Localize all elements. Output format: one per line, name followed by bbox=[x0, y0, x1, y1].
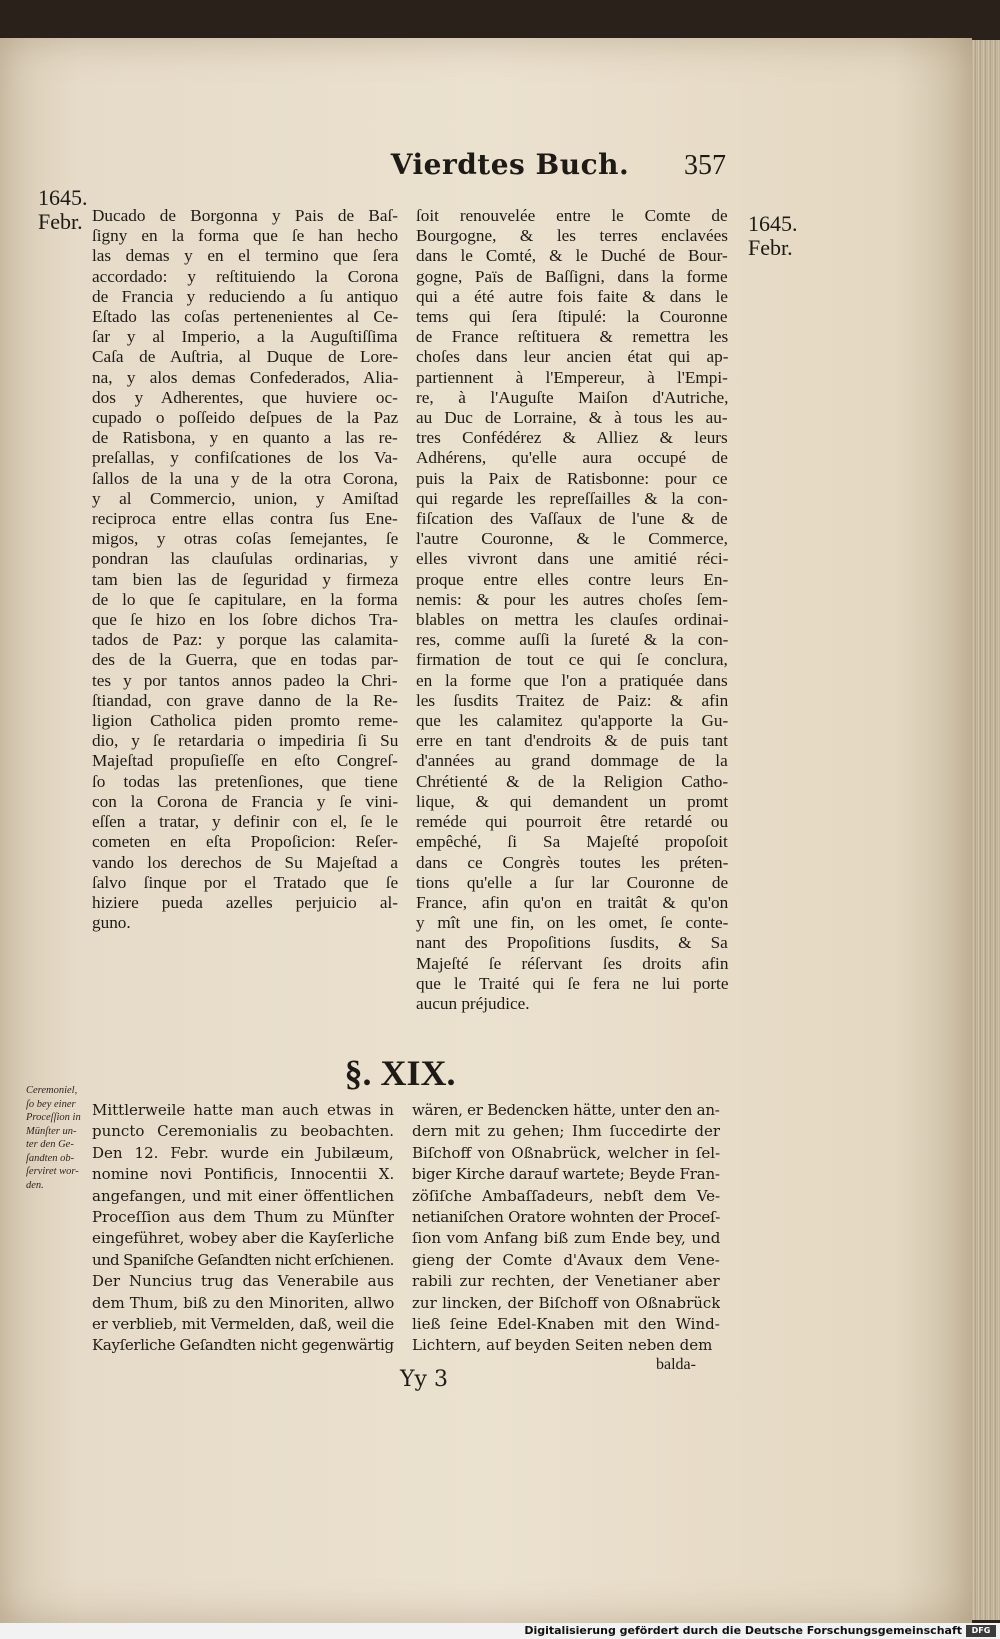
french-text-line: res, comme auſſi la ſureté & la con- bbox=[416, 630, 729, 650]
german-text-line: Lichtern, auf beyden Seiten neben dem bbox=[412, 1336, 713, 1355]
spanish-text-line: preſallas, y confiſcationes de los Va- bbox=[92, 448, 398, 468]
french-text-line: partiennent à l'Empereur, à l'Empi- bbox=[416, 367, 728, 387]
french-text-line: les ſusdits Traitez de Paiz: & afin bbox=[416, 690, 729, 710]
french-text-line: re, à l'Auguſte Maiſon d'Autriche, bbox=[416, 387, 729, 407]
marginal-note-line: ſo bey einer bbox=[26, 1098, 76, 1110]
signature-mark: Yy 3 bbox=[400, 1367, 448, 1392]
german-text-line: ließ ſeine Edel-Knaben mit den Wind- bbox=[412, 1315, 720, 1334]
spanish-text-line: de Francia y reduciendo a ſu antiquo bbox=[92, 286, 399, 306]
french-text-column bbox=[416, 206, 728, 1014]
french-text-line: Majeſté ſe réſervant ſes droits afin bbox=[416, 953, 729, 973]
marginal-note-line: ſerviret wor- bbox=[26, 1166, 79, 1177]
german-text-line: zöſiſche Ambaſſadeurs, nebſt dem Ve- bbox=[412, 1186, 720, 1205]
french-text-line: Chrétienté & de la Religion Catho- bbox=[416, 771, 729, 791]
page-edge-stack bbox=[972, 40, 1000, 1620]
spanish-text-line: con la Corona de Francia y ſe vini- bbox=[92, 791, 399, 811]
section-heading: §. XIX. bbox=[344, 1053, 456, 1093]
french-text-line: dans le Comté, & le Duché de Bour- bbox=[416, 246, 728, 266]
german-text-line: Proceſſion aus dem Thum zu Münſter bbox=[92, 1208, 394, 1227]
marginal-note-line: Münſter un- bbox=[26, 1125, 77, 1137]
german-text-left bbox=[92, 1100, 394, 1357]
margin-date-left bbox=[38, 186, 88, 234]
running-head: Vierdtes Buch. bbox=[390, 148, 630, 181]
french-text-line: y mît une fin, on les omet, ſe conte- bbox=[416, 913, 729, 933]
french-text-line: nemis: & pour les autres choſes ſem- bbox=[416, 589, 729, 609]
spanish-text-line: accordado: y reſtituiendo la Corona bbox=[92, 266, 399, 286]
spanish-text-line: ligion Catholica piden promto reme- bbox=[92, 711, 399, 731]
french-text-line: reméde qui pourroit être retardé ou bbox=[416, 812, 729, 832]
french-text-line: choſes dans leur ancien état qui ap- bbox=[416, 347, 729, 367]
german-text-line: netianiſchen Oratore wohnten der Proceſ- bbox=[412, 1208, 720, 1227]
spanish-text-line: hiziere pueda azelles perjuicio al- bbox=[92, 892, 398, 912]
spanish-text-line: ſar y al Imperio, a la Auguſtiſſima bbox=[92, 327, 398, 347]
german-text-line: ſion vom Anfang biß zum Ende bey, und bbox=[412, 1229, 720, 1248]
french-text-line: dans ce Congrès toutes les préten- bbox=[416, 852, 729, 872]
spanish-text-line: que ſe hizo en los ſobre dichos Tra- bbox=[92, 610, 399, 630]
french-text-line: tres Confédérez & Alliez & leurs bbox=[416, 428, 728, 448]
spanish-text-line: de Ratisbona, y en quanto a las re- bbox=[92, 428, 398, 448]
spanish-text-line: ſalvo ſinque por el Tratado que ſe bbox=[92, 872, 399, 892]
spanish-text-line: eſſen a tratar, y definir con el, ſe le bbox=[92, 812, 399, 832]
french-text-line: de France reſtituera & remettra les bbox=[416, 327, 729, 347]
german-text-line: gieng der Comte d'Avaux dem Vene- bbox=[412, 1250, 720, 1269]
french-text-line: qui a été autre fois faite & dans le bbox=[416, 286, 728, 306]
french-text-line: lique, & qui demandent un promt bbox=[416, 791, 729, 811]
german-text-line: zur lincken, der Biſchoff von Oßnabrück bbox=[412, 1293, 720, 1312]
spanish-text-line: dos y Adherentes, que huviere oc- bbox=[92, 387, 398, 407]
german-text-line: nomine novi Pontificis, Innocentii X. bbox=[92, 1165, 394, 1184]
marginal-note-line: ter den Ge- bbox=[26, 1139, 74, 1150]
french-text-line: blables on mettra les clauſes ordinai- bbox=[416, 610, 729, 630]
spanish-text-line: vando los derechos de Su Majeſtad a bbox=[92, 852, 399, 872]
spanish-text-line: dio, y ſe retardaria o impediria ſi Su bbox=[92, 731, 399, 751]
french-text-line: que les calamitez qu'apporte la Gu- bbox=[416, 711, 729, 731]
spanish-text-line: na, y alos demas Confederados, Alia- bbox=[92, 367, 399, 387]
dfg-logo: DFG bbox=[966, 1625, 996, 1637]
french-text-line: empêché, ſi Sa Majeſté propoſoit bbox=[416, 832, 728, 852]
page-number: 357 bbox=[684, 150, 726, 181]
french-text-line: aucun préjudice. bbox=[416, 993, 530, 1013]
french-text-line: que le Traité qui ſe fera ne lui porte bbox=[416, 973, 729, 993]
french-text-line: en la forme que l'on a pratiquée dans bbox=[416, 670, 728, 690]
spanish-text-line: las demas y en el termino que ſera bbox=[92, 246, 399, 266]
french-text-line: ſoit renouvelée entre le Comte de bbox=[416, 206, 728, 225]
marginal-note-line: Proceſſion in bbox=[26, 1112, 81, 1123]
german-text-line: Der Nuncius trug das Venerabile aus bbox=[92, 1272, 394, 1291]
marginal-note-line: ſandten ob- bbox=[26, 1152, 75, 1164]
spanish-text-line: des de la Guerra, que en todas par- bbox=[92, 650, 399, 670]
french-text-line: firmation de tout ce qui ſe conclura, bbox=[416, 650, 728, 670]
french-text-line: nant des Propoſitions ſusdits, & Sa bbox=[416, 933, 728, 953]
german-text-line: Kayſerliche Geſandten nicht gegenwärtig bbox=[92, 1336, 394, 1355]
french-text-line: d'années au grand dommage de la bbox=[416, 751, 728, 771]
german-text-line: puncto Ceremonialis zu beobachten. bbox=[92, 1122, 394, 1141]
german-text-line: er verblieb, mit Vermelden, daß, weil die bbox=[92, 1315, 394, 1334]
spanish-text-line: tados de Paz: y porque las calamita- bbox=[92, 630, 399, 650]
french-text-line: Adhérens, qu'elle aura occupé de bbox=[416, 448, 728, 468]
spanish-text-line: tam bien las de ſeguridad y firmeza bbox=[92, 569, 399, 589]
french-text-line: qui regarde les repreſſailles & la con- bbox=[416, 488, 728, 508]
french-text-line: erre en tant d'endroits & de puis tant bbox=[416, 731, 728, 751]
spanish-text-line: tes y por tantos annos padeo la Chri- bbox=[92, 670, 398, 690]
spanish-text-line: ſo todas las pretenſiones, que tiene bbox=[92, 771, 398, 791]
spanish-text-line: de lo que ſe capitulare, en la forma bbox=[92, 589, 398, 609]
marginal-note-line: Ceremoniel, bbox=[26, 1085, 78, 1096]
spanish-text-line: cometen en eſta Propoſicion: Reſer- bbox=[92, 832, 399, 852]
french-text-line: gogne, Païs de Baſſigni, dans la forme bbox=[416, 266, 728, 286]
spanish-text-line: reciproca entre ellas contra ſus Ene- bbox=[92, 509, 398, 529]
german-text-line: wären, er Bedencken hätte, unter den an- bbox=[412, 1101, 720, 1119]
french-text-line: fiſcation des Vaſſaux de l'une & de bbox=[416, 509, 728, 529]
french-text-line: elles vivront dans une amitié réci- bbox=[416, 549, 729, 569]
spanish-text-line: ſallos de la una y de la otra Corona, bbox=[92, 468, 398, 488]
margin-date-right bbox=[748, 212, 798, 260]
spanish-text-line: Caſa de Auſtria, al Duque de Lore- bbox=[92, 347, 399, 367]
german-text-line: angefangen, und mit einer öffentlichen bbox=[92, 1186, 394, 1205]
spanish-text-line: Majeſtad propuſieſſe en eſto Congreſ- bbox=[92, 751, 398, 771]
german-text-line: eingeführet, wobey aber die Kayſerliche bbox=[92, 1229, 394, 1248]
german-text-line: dern mit zu gehen; Ihm ſuccedirte der bbox=[412, 1122, 720, 1141]
german-text-line: Biſchoff von Oßnabrück, welcher in ſel- bbox=[412, 1143, 720, 1162]
german-text-line: biger Kirche darauf wartete; Beyde Fran- bbox=[412, 1165, 720, 1184]
german-text-line: Den 12. Febr. wurde ein Jubilæum, bbox=[92, 1143, 394, 1162]
german-text-line: rabili zur rechten, der Venetianer aber bbox=[412, 1272, 720, 1291]
spanish-text-line: ſtiandad, con grave danno de la Re- bbox=[92, 690, 398, 710]
french-text-line: proque entre elles contre leurs En- bbox=[416, 569, 729, 589]
spanish-text-line: Eſtado las coſas pertenenientes al Ce- bbox=[92, 307, 399, 327]
spanish-text-line: pondran las clauſulas ordinarias, y bbox=[92, 549, 399, 569]
marginal-note-line: den. bbox=[26, 1179, 44, 1191]
catchword: balda- bbox=[656, 1356, 696, 1373]
margin-date-left-year: 1645. bbox=[38, 185, 88, 210]
german-text-line: Mittlerweile hatte man auch etwas in bbox=[92, 1101, 394, 1119]
marginal-note bbox=[26, 1084, 90, 1192]
french-text-line: Bourgogne, & les terres enclavées bbox=[416, 226, 728, 246]
margin-date-left-month: Febr. bbox=[38, 209, 83, 234]
french-text-line: l'autre Couronne, & le Commerce, bbox=[416, 529, 728, 549]
footer-credit: Digitalisierung gefördert durch die Deutsche Forschungsgemeinschaft bbox=[524, 1624, 962, 1637]
margin-date-right-month: Febr. bbox=[748, 235, 793, 260]
spanish-text-line: migos, y otras coſas ſemejantes, ſe bbox=[92, 529, 399, 549]
french-text-line: au Duc de Lorraine, & à tous les au- bbox=[416, 408, 728, 428]
german-text-line: dem Thum, biß zu den Minoriten, allwo bbox=[92, 1293, 394, 1312]
french-text-line: puis la Paix de Ratisbonne: pour ce bbox=[416, 468, 728, 488]
spanish-text-line: y al Commercio, union, y Amiſtad bbox=[92, 488, 399, 508]
french-text-line: France, afin qu'on en traitât & qu'on bbox=[416, 892, 729, 912]
spanish-text-column bbox=[92, 206, 398, 933]
spanish-text-line: cupado o poſſeido deſpues de la Paz bbox=[92, 408, 399, 428]
spanish-text-line: guno. bbox=[92, 913, 131, 933]
spanish-text-line: ſigny en la forma que ſe han hecho bbox=[92, 226, 399, 246]
french-text-line: tions qu'elle a ſur lar Couronne de bbox=[416, 872, 729, 892]
german-text-right bbox=[412, 1100, 720, 1357]
spanish-text-line: Ducado de Borgonna y Pais de Baſ- bbox=[92, 206, 398, 225]
margin-date-right-year: 1645. bbox=[748, 211, 798, 236]
french-text-line: tems qui ſera ſtipulé: la Couronne bbox=[416, 307, 728, 327]
german-text-line: und Spaniſche Geſandten nicht erſchienen. bbox=[92, 1250, 394, 1269]
